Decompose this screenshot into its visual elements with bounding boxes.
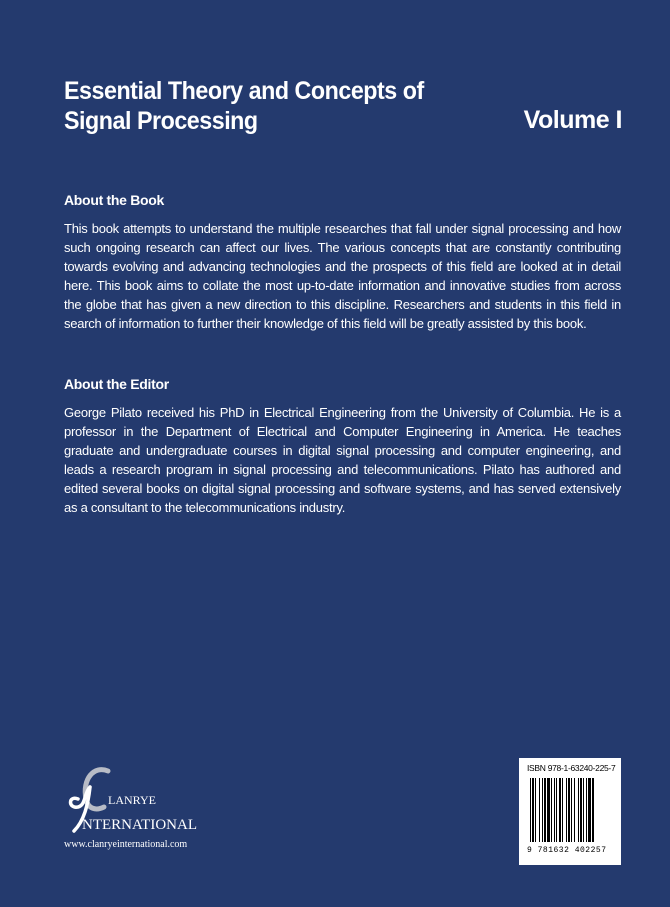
barcode-bar bbox=[574, 778, 575, 842]
barcode-bar bbox=[556, 778, 557, 842]
barcode-bar bbox=[544, 778, 546, 842]
logo-line-2: NTERNATIONAL bbox=[82, 817, 197, 833]
barcode-bar bbox=[571, 778, 572, 842]
barcode-bar bbox=[586, 778, 587, 842]
barcode-bar bbox=[568, 778, 570, 842]
barcode-bar bbox=[562, 778, 563, 842]
title-line-1: Essential Theory and Concepts of bbox=[64, 77, 424, 105]
book-title bbox=[64, 76, 424, 136]
title-line-2: Signal Processing bbox=[64, 107, 258, 135]
barcode-number: 9 781632 402257 bbox=[527, 846, 607, 855]
publisher-website: www.clanryeinternational.com bbox=[64, 839, 188, 850]
barcode-bar bbox=[583, 778, 584, 842]
barcode-icon bbox=[530, 778, 610, 842]
barcode-bar bbox=[580, 778, 582, 842]
isbn-label: ISBN 978-1-63240-225-7 bbox=[527, 763, 616, 773]
barcode-bar bbox=[547, 778, 550, 842]
logo-line-1: LANRYE bbox=[108, 793, 156, 807]
barcode-bar bbox=[539, 778, 540, 842]
barcode-bar bbox=[592, 778, 594, 842]
barcode-bar bbox=[578, 778, 579, 842]
barcode-bar bbox=[551, 778, 552, 842]
isbn-barcode-box bbox=[519, 758, 621, 865]
barcode-bar bbox=[588, 778, 591, 842]
barcode-bar bbox=[559, 778, 561, 842]
barcode-bar bbox=[554, 778, 555, 842]
about-editor-heading: About the Editor bbox=[64, 376, 169, 392]
barcode-bar bbox=[530, 778, 531, 842]
about-book-heading: About the Book bbox=[64, 192, 165, 208]
barcode-bar bbox=[532, 778, 534, 842]
about-book-text: This book attempts to understand the multiple researches that fall under signal processing and how such ongoing research can affect our lives. The various concepts that are constantly contributing towards evolving and advancing technologies and the prospects of this field are looked at in detail here. This book aims to collate the most up-to-date information and innovative studies from across the globe that has given a new direction to this discipline. Researchers and students in this field in search of information to further their knowledge of this field will be greatly assisted by this book. bbox=[64, 221, 621, 331]
about-editor-text: George Pilato received his PhD in Electrical Engineering from the University of Columbia. He is a professor in the Department of Electrical and Computer Engineering in America. He teaches graduate and undergraduate courses in digital signal processing and computer engineering, and leads a research program in signal processing and telecommunications. Pilato has authored and edited several books on digital signal processing and software systems, and has served extensively as a consultant to the telecommunications industry. bbox=[64, 405, 621, 515]
publisher-logo bbox=[64, 765, 204, 855]
barcode-bar bbox=[566, 778, 567, 842]
barcode-bar bbox=[542, 778, 543, 842]
volume-label: Volume I bbox=[523, 106, 622, 134]
barcode-bar bbox=[535, 778, 536, 842]
